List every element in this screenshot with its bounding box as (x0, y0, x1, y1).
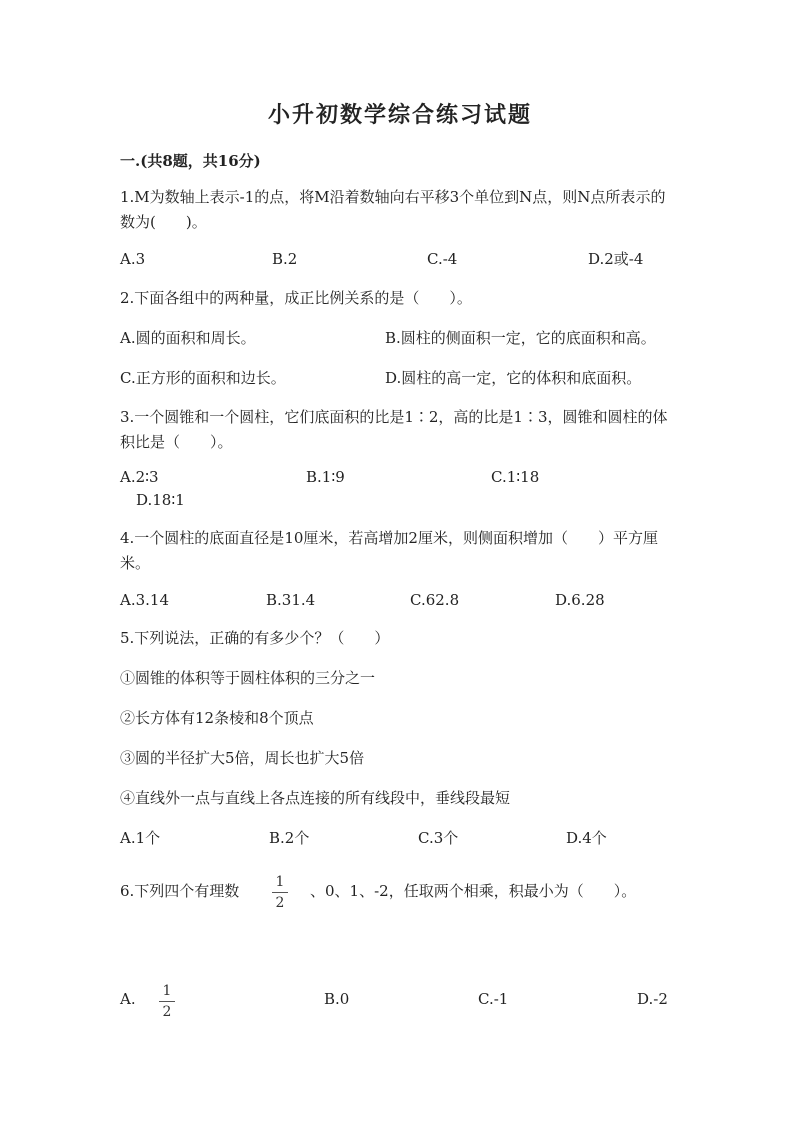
q5-statement-2: ②长方体有12条棱和8个顶点 (120, 709, 314, 727)
q2-option-a: A.圆的面积和周长。 (120, 329, 256, 347)
fraction-numerator: 1 (162, 983, 172, 999)
q4-option-b: B.31.4 (266, 591, 316, 609)
q6-option-a-fraction (159, 983, 175, 1020)
section-header: 一.(共8题，共16分) (120, 152, 261, 170)
q2-option-b: B.圆柱的侧面积一定，它的底面积和高。 (385, 329, 656, 347)
question-1-stem: 1.M为数轴上表示-1的点，将M沿着数轴向右平移3个单位到N点，则N点所表示的数为( )。 (120, 188, 666, 231)
question-2-stem: 2.下面各组中的两种量，成正比例关系的是（ ）。 (120, 289, 472, 307)
fraction-denominator: 2 (162, 1004, 172, 1020)
q6-option-a-label: A. (120, 990, 136, 1008)
q5-option-a: A.1个 (120, 829, 161, 847)
q5-option-b: B.2个 (269, 829, 310, 847)
question-5-stem: 5.下列说法，正确的有多少个？（ ） (120, 629, 390, 647)
q1-option-b: B.2 (272, 250, 298, 268)
q4-option-c: C.62.8 (410, 591, 460, 609)
q3-option-a: A.2∶3 (120, 468, 159, 486)
q1-option-a: A.3 (120, 250, 146, 268)
fraction-denominator: 2 (275, 895, 285, 911)
question-6-stem-suffix: 、0、1、-2，任取两个相乘，积最小为（ ）。 (310, 882, 637, 900)
fraction-numerator: 1 (275, 874, 285, 890)
q6-option-d: D.-2 (637, 990, 668, 1008)
q3-option-c: C.1∶18 (491, 468, 540, 486)
page-title: 小升初数学综合练习试题 (267, 102, 532, 128)
fraction-bar (159, 1001, 175, 1002)
question-6-stem-prefix: 6.下列四个有理数 (120, 882, 240, 900)
q5-statement-4: ④直线外一点与直线上各点连接的所有线段中，垂线段最短 (120, 789, 511, 807)
q2-option-d: D.圆柱的高一定，它的体积和底面积。 (385, 369, 642, 387)
q2-option-c: C.正方形的面积和边长。 (120, 369, 286, 387)
q5-statement-1: ①圆锥的体积等于圆柱体积的三分之一 (120, 669, 376, 687)
q5-option-d: D.4个 (566, 829, 607, 847)
q6-option-c: C.-1 (478, 990, 509, 1008)
q5-statement-3: ③圆的半径扩大5倍，周长也扩大5倍 (120, 749, 365, 767)
q4-option-a: A.3.14 (120, 591, 169, 609)
q6-stem-fraction (272, 874, 288, 911)
q1-option-c: C.-4 (427, 250, 458, 268)
q6-option-b: B.0 (324, 990, 350, 1008)
q1-option-d: D.2或-4 (588, 250, 644, 268)
q3-option-d: D.18∶1 (136, 491, 185, 509)
q4-option-d: D.6.28 (555, 591, 605, 609)
q3-option-b: B.1∶9 (306, 468, 345, 486)
fraction-bar (272, 892, 288, 893)
q5-option-c: C.3个 (418, 829, 459, 847)
question-4-stem: 4.一个圆柱的底面直径是10厘米，若高增加2厘米，则侧面积增加（ ）平方厘米。 (120, 529, 658, 572)
question-3-stem: 3.一个圆锥和一个圆柱，它们底面积的比是1∶2，高的比是1∶3，圆锥和圆柱的体积比是（ ）。 (120, 408, 668, 451)
